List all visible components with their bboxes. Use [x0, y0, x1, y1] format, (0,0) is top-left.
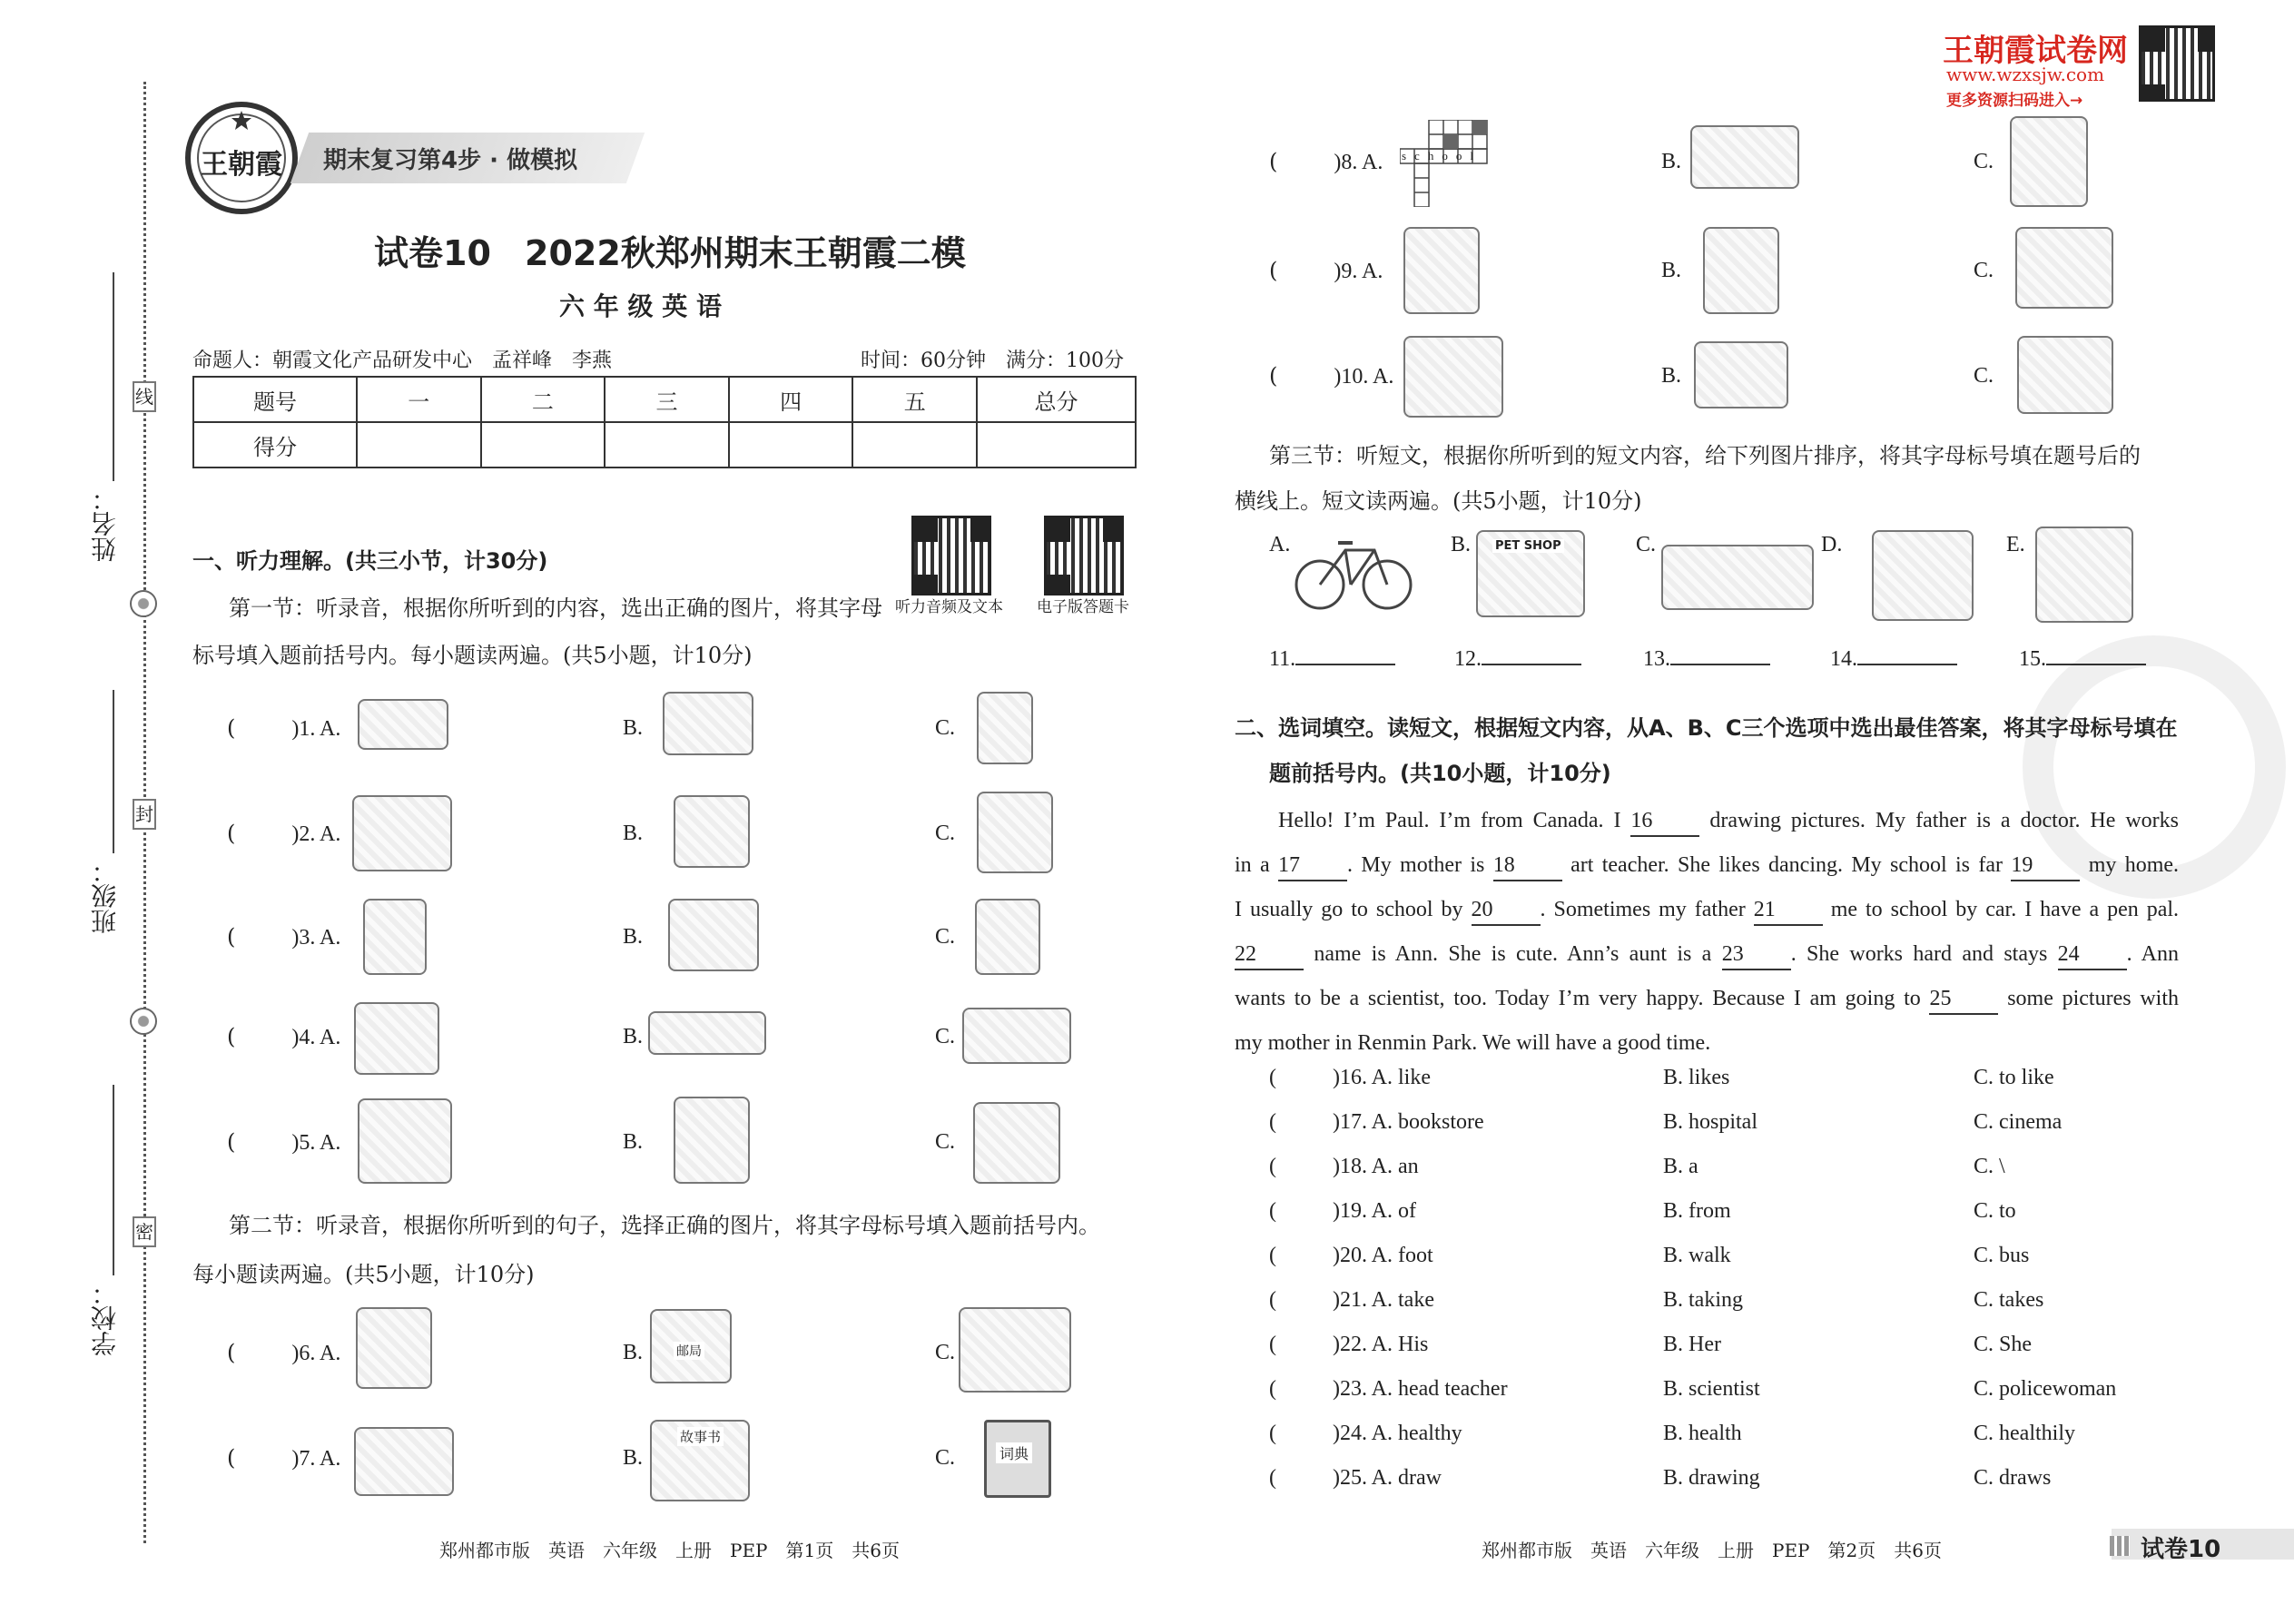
score-input-cell[interactable]	[729, 422, 853, 468]
part3-instruction-line2: 横线上。短文读两遍。(共5小题，计10分)	[1235, 488, 1642, 514]
left-footer: 郑州都市版 英语 六年级 上册 PEP 第1页 共6页	[439, 1540, 900, 1561]
q4-bus-picture[interactable]	[648, 1011, 766, 1055]
q7-dictionary-title: 词典	[996, 1442, 1032, 1463]
q4-option-a: )4. A.	[291, 1026, 341, 1049]
q9-office-worker-picture[interactable]	[2015, 227, 2113, 309]
q1-snack-bag-picture[interactable]	[977, 692, 1033, 764]
answer-paren[interactable]: (	[227, 924, 236, 950]
answer-paren[interactable]: (	[227, 1129, 236, 1155]
q3-option-a: )3. A.	[291, 926, 341, 950]
score-header-cell: 三	[605, 377, 729, 422]
cloze-blank-22[interactable]: 22	[1235, 940, 1304, 970]
brand-url[interactable]: www.wzxsjw.com	[1946, 64, 2105, 85]
part2-instruction-line1: 第二节：听录音，根据你所听到的句子，选择正确的图片，将其字母标号填入题前括号内。	[229, 1213, 1100, 1238]
choice-c[interactable]: C. draws	[1974, 1466, 2052, 1490]
choice-a[interactable]: )16. A. like	[1333, 1066, 1431, 1089]
q6-option-a: )6. A.	[291, 1342, 341, 1365]
cloze-blank-23[interactable]: 23	[1722, 940, 1791, 970]
score-input-cell[interactable]	[357, 422, 481, 468]
order-number: 11.	[1269, 647, 1296, 671]
section2-title-line1: 二、选词填空。读短文，根据短文内容，从A、B、C三个选项中选出最佳答案，将其字母标号填在	[1235, 715, 2178, 741]
choice-c[interactable]: C. to like	[1974, 1066, 2054, 1089]
order-answer-blank[interactable]	[1295, 642, 1395, 665]
binding-box-feng: 封	[133, 799, 156, 830]
choice-a[interactable]: )19. A. of	[1333, 1199, 1416, 1223]
passage-line: in a 17 . My mother is 18 art teacher. She likes dancing. My school is far 19 my home.	[1235, 843, 2179, 888]
q8-option-c: C.	[1974, 150, 1994, 173]
brand-slogan: 更多资源扫码进入→	[1946, 92, 2083, 110]
cloze-passage	[1235, 799, 2179, 1066]
choice-b[interactable]: B. taking	[1663, 1288, 1743, 1312]
q5-boy-reading-picture[interactable]	[674, 1097, 750, 1184]
part3-instruction-line1: 第三节：听短文，根据你所听到的短文内容，给下列图片排序，将其字母标号填在题号后的	[1269, 443, 2141, 468]
q3-boy-thinking-picture[interactable]	[975, 899, 1040, 975]
score-header-cell: 题号	[193, 377, 357, 422]
section1-title: 一、听力理解。(共三小节，计30分)	[192, 548, 548, 574]
q4-plane-picture[interactable]	[962, 1008, 1071, 1064]
score-input-cell[interactable]	[605, 422, 729, 468]
answer-paren[interactable]: (	[1269, 1155, 1276, 1178]
cloze-blank-21[interactable]: 21	[1754, 895, 1823, 926]
choice-c[interactable]: C. bus	[1974, 1244, 2030, 1267]
score-row-label: 得分	[193, 422, 357, 468]
school-label: 学校：	[90, 1280, 120, 1356]
answer-paren[interactable]: (	[1269, 1422, 1276, 1445]
choice-row-23	[1269, 1377, 2177, 1422]
score-header-cell: 二	[481, 377, 605, 422]
brand-name: 王朝霞试卷网	[1943, 33, 2128, 69]
q4-building-picture[interactable]	[354, 1002, 439, 1075]
step-banner-text: 期末复习第4步 · 做模拟	[323, 147, 578, 174]
score-header-cell: 五	[852, 377, 977, 422]
answer-paren[interactable]: (	[1269, 1288, 1276, 1312]
answer-paren[interactable]: (	[227, 1340, 236, 1365]
answer-paren[interactable]: (	[227, 821, 236, 846]
q8-crossword-picture[interactable]	[1400, 120, 1500, 207]
choice-b[interactable]: B. drawing	[1663, 1466, 1760, 1490]
choices-list	[1269, 1066, 2177, 1511]
q5-option-c: C.	[935, 1130, 956, 1154]
page-tag: 试卷10	[2141, 1536, 2221, 1563]
q6-option-c: C.	[935, 1341, 956, 1364]
choice-c[interactable]: C. \	[1974, 1155, 2005, 1178]
binding-hole-icon	[130, 590, 157, 617]
choice-c[interactable]: C. healthily	[1974, 1422, 2075, 1445]
q7-option-a: )7. A.	[291, 1447, 341, 1471]
answer-paren[interactable]: (	[1269, 363, 1278, 389]
choice-b[interactable]: B. from	[1663, 1199, 1731, 1223]
q2-option-a: )2. A.	[291, 822, 341, 846]
q9-option-c: C.	[1974, 259, 1994, 282]
answer-paren[interactable]: (	[1269, 1466, 1276, 1490]
part1-instruction-line2: 标号填入题前括号内。每小题读两遍。(共5小题，计10分)	[192, 643, 753, 668]
score-header-cell: 总分	[977, 377, 1136, 422]
q9-option-b: B.	[1661, 259, 1682, 282]
qr-code-audio-icon[interactable]	[911, 516, 991, 595]
logo-text: 王朝霞	[201, 149, 282, 181]
score-header-cell: 一	[357, 377, 481, 422]
answer-paren[interactable]: (	[1269, 1333, 1276, 1356]
qr1-caption: 听力音频及文本	[895, 598, 1003, 616]
q6-option-b: B.	[623, 1341, 644, 1364]
binding-box-xian: 线	[133, 381, 156, 412]
q6-post-office-picture[interactable]	[650, 1309, 732, 1383]
q8-option-a: )8. A.	[1334, 151, 1383, 174]
choice-a[interactable]: )21. A. take	[1333, 1288, 1434, 1312]
paper-number: 试卷10	[374, 233, 491, 273]
order-answer-blank[interactable]	[1670, 642, 1770, 665]
q1-option-a: )1. A.	[291, 717, 341, 741]
passage-line: 22 name is Ann. She is cute. Ann’s aunt is a 23 . She works hard and stays 24 . Ann	[1235, 932, 2179, 977]
q6-hospital-picture[interactable]	[959, 1307, 1071, 1393]
choice-c[interactable]: C. cinema	[1974, 1110, 2063, 1134]
q9-postman-picture[interactable]	[1403, 227, 1480, 314]
pic-letter-c: C.	[1636, 533, 1657, 556]
score-table-header-row	[193, 377, 1136, 422]
score-input-cell[interactable]	[977, 422, 1136, 468]
cloze-blank-19[interactable]: 19	[2011, 851, 2080, 881]
choice-a[interactable]: )24. A. healthy	[1333, 1422, 1462, 1445]
answer-paren[interactable]: (	[1269, 1066, 1276, 1089]
q2-kite-picture[interactable]	[977, 792, 1053, 873]
choice-row-25	[1269, 1466, 2177, 1511]
cloze-blank-24[interactable]: 24	[2058, 940, 2127, 970]
q10-thinking-picture[interactable]	[2017, 336, 2113, 414]
q5-cooking-picture[interactable]	[973, 1102, 1060, 1184]
time-and-score: 时间：60分钟 满分：100分	[861, 349, 1124, 372]
part2-instruction-line2: 每小题读两遍。(共5小题，计10分)	[192, 1262, 535, 1287]
q3-option-b: B.	[623, 925, 644, 949]
q7-storybook-title: 故事书	[677, 1427, 724, 1446]
q6-house-picture[interactable]	[356, 1307, 432, 1389]
q7-dictionary-picture[interactable]	[984, 1420, 1051, 1498]
score-input-cell[interactable]	[481, 422, 605, 468]
choice-row-24	[1269, 1422, 2177, 1466]
answer-paren[interactable]: (	[1269, 1244, 1276, 1267]
choice-b[interactable]: B. Her	[1663, 1333, 1721, 1356]
q7-storybook-picture[interactable]	[650, 1420, 750, 1501]
score-input-cell[interactable]	[852, 422, 977, 468]
q10-cycling-picture[interactable]	[1694, 341, 1788, 408]
q1-air-conditioner-picture[interactable]	[358, 699, 448, 750]
choice-c[interactable]: C. She	[1974, 1333, 2033, 1356]
cloze-blank-20[interactable]: 20	[1472, 895, 1541, 926]
pet-shop-picture[interactable]	[1476, 530, 1585, 617]
q5-option-a: )5. A.	[291, 1131, 341, 1155]
order-number: 14.	[1830, 647, 1857, 671]
order-answer-blank[interactable]	[1857, 642, 1957, 665]
q8-option-b: B.	[1661, 150, 1682, 173]
passage-line: my mother in Renmin Park. We will have a good time.	[1235, 1031, 1711, 1055]
answer-paren[interactable]: (	[1269, 1110, 1276, 1134]
order-answer-blank[interactable]	[1482, 642, 1581, 665]
order-number: 15.	[2019, 647, 2046, 671]
page-title: 2022秋郑州期末王朝霞二模	[525, 233, 966, 273]
q2-option-c: C.	[935, 822, 956, 845]
choice-c[interactable]: C. to	[1974, 1199, 2016, 1223]
q10-option-c: C.	[1974, 364, 1994, 388]
choice-a[interactable]: )17. A. bookstore	[1333, 1110, 1484, 1134]
q3-boy-stretching-picture[interactable]	[668, 899, 759, 971]
page-tag-dots-icon	[2110, 1536, 2130, 1556]
q1-option-c: C.	[935, 716, 956, 740]
choice-row-17	[1269, 1110, 2177, 1155]
score-table-score-row	[193, 422, 1136, 468]
brand-qr-code-icon[interactable]	[2139, 25, 2215, 102]
pic-letter-b: B.	[1451, 533, 1472, 556]
crossword-grid-icon	[1400, 120, 1500, 207]
q10-option-b: B.	[1661, 364, 1682, 388]
subject-subtitle: 六 年 级 英 语	[559, 291, 722, 321]
answer-paren[interactable]: (	[1269, 1377, 1276, 1401]
bicycle-picture[interactable]	[1293, 532, 1414, 614]
binding-box-mi: 密	[133, 1216, 156, 1247]
choice-b[interactable]: B. walk	[1663, 1244, 1731, 1267]
part1-instruction-line1: 第一节：听录音，根据你所听到的内容，选出正确的图片，将其字母	[229, 595, 882, 621]
bicycle-icon	[1293, 532, 1414, 614]
choice-b[interactable]: B. a	[1663, 1155, 1698, 1178]
answer-paren[interactable]: (	[1269, 149, 1278, 174]
q8-writing-picture[interactable]	[1690, 125, 1799, 189]
q2-fishing-picture[interactable]	[352, 795, 452, 871]
passage-line: I usually go to school by 20 . Sometimes my father 21 me to school by car. I have a pen pal.	[1235, 888, 2179, 932]
authors: 命题人：朝霞文化产品研发中心 孟祥峰 李燕	[192, 349, 613, 372]
order-number: 13.	[1643, 647, 1670, 671]
choice-c[interactable]: C. policewoman	[1974, 1377, 2117, 1401]
choice-row-22	[1269, 1333, 2177, 1377]
choice-row-21	[1269, 1288, 2177, 1333]
q10-option-a: )10. A.	[1334, 365, 1394, 389]
right-footer: 郑州都市版 英语 六年级 上册 PEP 第2页 共6页	[1482, 1540, 1942, 1561]
name-label: 姓名：	[90, 486, 120, 562]
q4-option-c: C.	[935, 1025, 956, 1048]
passage-line: Hello! I’m Paul. I’m from Canada. I 16 drawing pictures. My father is a doctor. He works	[1235, 799, 2179, 843]
q2-reading-picture[interactable]	[674, 795, 750, 868]
q7-option-b: B.	[623, 1446, 644, 1470]
pic-letter-a: A.	[1269, 533, 1291, 556]
opera-house-picture[interactable]	[1661, 545, 1814, 610]
q7-option-c: C.	[935, 1446, 956, 1470]
choice-b[interactable]: B. health	[1663, 1422, 1742, 1445]
brand-logo-badge	[185, 102, 298, 214]
school-underline	[113, 1085, 114, 1275]
choice-row-20	[1269, 1244, 2177, 1288]
watermark-seal-icon	[2023, 635, 2286, 899]
pic-letter-e: E.	[2006, 533, 2025, 556]
pic-letter-d: D.	[1821, 533, 1843, 556]
class-underline	[113, 690, 114, 853]
q8-football-picture[interactable]	[2010, 116, 2088, 207]
family-picnic-picture[interactable]	[1872, 530, 1974, 621]
cloze-blank-18[interactable]: 18	[1493, 851, 1562, 881]
qr-code-answer-sheet-icon[interactable]	[1044, 516, 1124, 595]
name-underline	[113, 272, 114, 481]
score-header-cell: 四	[729, 377, 853, 422]
choice-c[interactable]: C. takes	[1974, 1288, 2044, 1312]
pet-shop-sign: PET SHOP	[1492, 539, 1564, 553]
class-label: 班级：	[90, 858, 120, 934]
score-table	[192, 376, 1137, 468]
q1-map-picture[interactable]	[663, 692, 753, 755]
choice-b[interactable]: B. likes	[1663, 1066, 1730, 1089]
cloze-blank-25[interactable]: 25	[1929, 984, 1998, 1015]
choice-b[interactable]: B. scientist	[1663, 1377, 1760, 1401]
binding-hole-icon	[130, 1008, 157, 1035]
choice-a[interactable]: )18. A. an	[1333, 1155, 1419, 1178]
qr2-caption: 电子版答题卡	[1037, 598, 1129, 616]
crossword-word: school	[1402, 149, 1482, 162]
q4-option-b: B.	[623, 1025, 644, 1048]
q5-family-picture[interactable]	[358, 1098, 452, 1184]
choice-b[interactable]: B. hospital	[1663, 1110, 1758, 1134]
choice-a[interactable]: )25. A. draw	[1333, 1466, 1442, 1490]
answer-paren[interactable]: (	[1269, 1199, 1276, 1223]
q1-option-b: B.	[623, 716, 644, 740]
q2-option-b: B.	[623, 822, 644, 845]
answer-paren[interactable]: (	[227, 715, 236, 741]
q3-option-c: C.	[935, 925, 956, 949]
choice-row-18	[1269, 1155, 2177, 1199]
cloze-blank-16[interactable]: 16	[1630, 806, 1699, 837]
q10-boxes-picture[interactable]	[1403, 336, 1503, 418]
choice-row-16	[1269, 1066, 2177, 1110]
cloze-blank-17[interactable]: 17	[1278, 851, 1347, 881]
q3-boy-picture[interactable]	[363, 899, 427, 975]
choice-a[interactable]: )22. A. His	[1333, 1333, 1429, 1356]
choice-a[interactable]: )23. A. head teacher	[1333, 1377, 1508, 1401]
section2-title-line2: 题前括号内。(共10小题，计10分)	[1269, 761, 1611, 786]
boy-dreaming-picture[interactable]	[2035, 527, 2133, 623]
q6-post-office-sign: 邮局	[674, 1342, 704, 1360]
q5-option-b: B.	[623, 1130, 644, 1154]
choice-a[interactable]: )20. A. foot	[1333, 1244, 1433, 1267]
passage-line: wants to be a scientist, too. Today I’m very happy. Because I am going to 25 some pictures with	[1235, 977, 2179, 1021]
q9-policewoman-picture[interactable]	[1703, 227, 1779, 314]
answer-paren[interactable]: (	[227, 1445, 236, 1471]
answer-paren[interactable]: (	[227, 1024, 236, 1049]
answer-paren[interactable]: (	[1269, 258, 1278, 283]
q7-newspapers-picture[interactable]	[354, 1427, 454, 1496]
choice-row-19	[1269, 1199, 2177, 1244]
order-number: 12.	[1454, 647, 1482, 671]
q9-option-a: )9. A.	[1334, 260, 1383, 283]
